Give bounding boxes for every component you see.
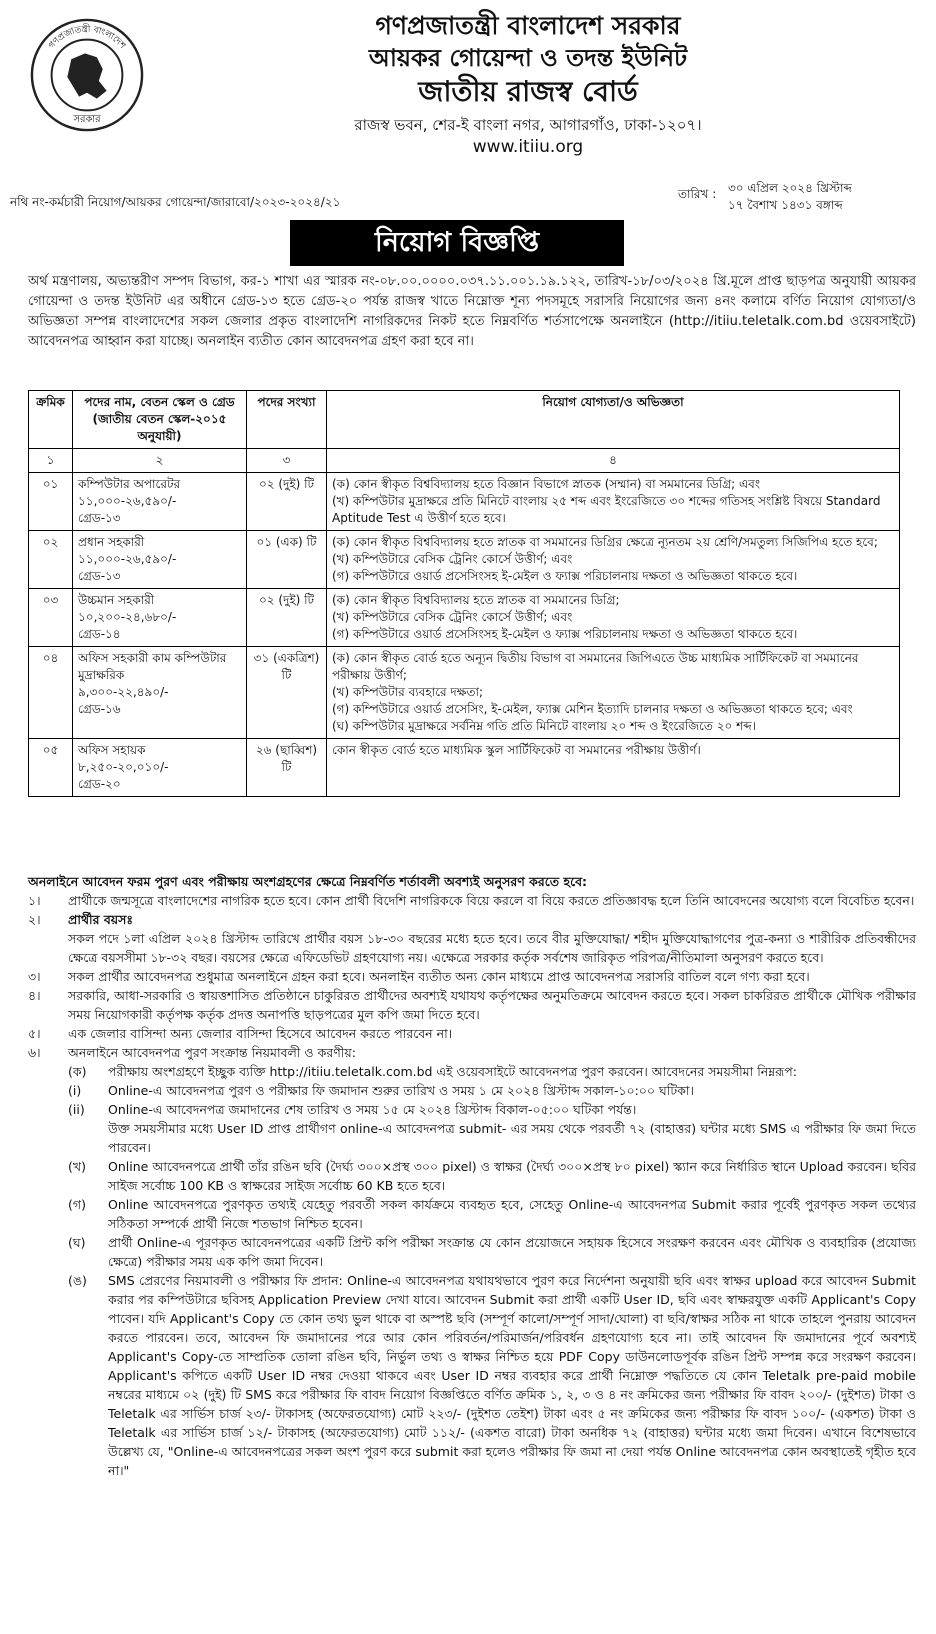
requirement: (খ) কম্পিউটার মুদ্রাক্ষরে প্রতি মিনিটে বাংলায় ২৫ শব্দ এবং ইংরেজিতে ৩০ শব্দের গতিসহ সংশ্লিষ্ট বিষয়ে Standard Aptitude Test এ উত্তীর্ণ হতে হবে। (332, 494, 881, 525)
grade: গ্রেড-২০ (78, 777, 121, 791)
date-bangla: ১৭ বৈশাখ ১৪৩১ বঙ্গাব্দ (728, 198, 843, 212)
condition-item: ২। প্রার্থীর বয়সঃ (28, 912, 134, 927)
grade: গ্রেড-১৪ (78, 627, 121, 641)
count-cell: ২৬ (ছাব্বিশ) টি (247, 739, 327, 797)
condition-text: সকল পদে ১লা এপ্রিল ২০২৪ খ্রিস্টাব্দ তারিখে প্রার্থীর বয়স ১৮-৩০ বছরের মধ্যে হতে হবে। তবে বীর মুক্তিযোদ্ধা/ শহীদ মুক্তিযোদ্ধাগণের পুত্র-কন্যা ও শারীরিক প্রতিবন্ধীদের ক্ষেত্রে বয়সসীমা ১৮-৩২ বছর। বয়সের ক্ষেত্রে এফিডেভিট গ্রহণযোগ্য নয়। এক্ষেত্রে সরকার কর্তৃক সর্বশেষ জারিকৃত পরিপত্র/নীতিমালা অনুসরণ করতে হবে। (68, 931, 916, 965)
table-row (29, 739, 900, 797)
col-number: ১ (29, 449, 73, 473)
sub-item-note: উক্ত সময়সীমার মধ্যে User ID প্রাপ্ত প্রার্থীগণ online-এ আবেদনপত্র submit- এর সময় থেকে পরবর্তী ৭২ (বাহাত্তর) ঘন্টার মধ্যে SMS এ পরীক্ষার ফি জমা দিতে পারবেন। (108, 1121, 916, 1155)
requirement: (ক) কোন স্বীকৃত বিশ্ববিদ্যালয় হতে বিজ্ঞান বিভাগে স্নাতক (সম্মান) বা সমমানের ডিগ্রি; এবং (332, 477, 761, 491)
header-text (142, 10, 914, 158)
count-cell: ৩১ (একত্রিশ) টি (247, 647, 327, 739)
board-name: জাতীয় রাজস্ব বোর্ড (418, 75, 638, 108)
post-cell (73, 589, 247, 647)
post-name: কম্পিউটার অপারেটর (78, 477, 181, 491)
serial-cell: ০২ (29, 531, 73, 589)
count-cell: ০২ (দুই) টি (247, 473, 327, 531)
requirement: (ক) কোন স্বীকৃত বিশ্ববিদ্যালয় হতে স্নাতক বা সমমানের ডিগ্রির ক্ষেত্রে ন্যূনতম ২য় শ্রেণি/সমতুল্য সিজিপিএ হতে হবে; (332, 535, 878, 549)
condition-item: ৪। সরকারি, আধা-সরকারি ও স্বায়ত্তশাসিত প্রতিষ্ঠানে চাকুরিরত প্রার্থীদের অবশ্যই যথাযথ কর্তৃপক্ষের অনুমতিক্রমে আবেদন করতে হবে। সকল চাকরিরত প্রার্থীকে মৌখিক পরীক্ষার সময় নিয়োগকারী কর্তৃপক্ষ কর্তৃক প্রদত্ত অনাপত্তি ছাড়পত্রের মুল কপি জমা দিতে হবে। (28, 988, 916, 1022)
seal-text-top: গণপ্রজাতন্ত্রী বাংলাদেশ (46, 24, 128, 51)
requirement: (খ) কম্পিউটারে বেসিক ট্রেনিং কোর্সে উত্তীর্ণ; এবং (332, 610, 573, 624)
post-name: অফিস সহায়ক (78, 743, 146, 757)
pay-scale: ১১,০০০-২৬,৫৯০/- (78, 494, 177, 508)
count-cell: ০২ (দুই) টি (247, 589, 327, 647)
col-number: ৩ (247, 449, 327, 473)
serial-cell: ০৩ (29, 589, 73, 647)
government-name: গণপ্রজাতন্ত্রী বাংলাদেশ সরকার (375, 11, 681, 40)
unit-name: আয়কর গোয়েন্দা ও তদন্ত ইউনিট (368, 44, 688, 72)
grade: গ্রেড-১৩ (78, 569, 121, 583)
sub-item: (ii) Online-এ আবেদনপত্র জমাদানের শেষ তারিখ ও সময় ১৫ মে ২০২৪ খ্রিস্টাব্দ বিকাল-০৫:০০ ঘটিকা পর্যন্ত। (68, 1102, 637, 1117)
requirements-cell (327, 531, 900, 589)
conditions-section (28, 872, 916, 1480)
table-row (29, 647, 900, 739)
date-gregorian: ৩০ এপ্রিল ২০২৪ খ্রিস্টাব্দ (728, 181, 852, 195)
requirements-cell (327, 473, 900, 531)
pay-scale: ১১,০০০-২৬,৫৯০/- (78, 552, 177, 566)
post-cell (73, 739, 247, 797)
col-header-serial: ক্রমিক (29, 391, 73, 449)
condition-item: ৩। সকল প্রার্থীর আবেদনপত্র শুধুমাত্র অনলাইনে গ্রহন করা হবে। অনলাইন ব্যতীত অন্য কোন মাধ্যমে প্রাপ্ত আবেদনপত্র সরাসরি বাতিল বলে গণ্য করা হবে। (28, 969, 810, 984)
vacancy-table (28, 390, 900, 797)
table-row (29, 531, 900, 589)
serial-cell: ০১ (29, 473, 73, 531)
col-header-post: পদের নাম, বেতন স্কেল ও গ্রেড (জাতীয় বেতন স্কেল-২০১৫ অনুযায়ী) (73, 391, 247, 449)
col-header-count: পদের সংখ্যা (247, 391, 327, 449)
table-number-row (29, 449, 900, 473)
pay-scale: ৯,৩০০-২২,৪৯০/- (78, 685, 169, 699)
pay-scale: ৮,২৫০-২০,০১০/- (78, 760, 169, 774)
col-number: ৪ (327, 449, 900, 473)
sub-item: (ক) পরীক্ষায় অংশগ্রহণে ইচ্ছুক ব্যক্তি http://itiiu.teletalk.com.bd এই ওয়েবসাইটে আবেদনপত্র পুরণ করবেন। আবেদনের সময়সীমা নিম্নরূপ: (68, 1064, 797, 1079)
requirements-cell (327, 647, 900, 739)
seal-text-bottom: সরকার (73, 114, 101, 126)
serial-cell: ০৫ (29, 739, 73, 797)
sub-item: (i) Online-এ আবেদনপত্র পুরণ ও পরীক্ষার ফি জমাদান শুরুর তারিখ ও সময় ১ মে ২০২৪ খ্রিস্টাব্দ সকাল-১০:০০ ঘটিকা। (68, 1083, 694, 1098)
sub-item: (ঙ) SMS প্রেরণের নিয়মাবলী ও পরীক্ষার ফি প্রদান: Online-এ আবেদনপত্র যথাযথভাবে পুরণ করে নির্দেশনা অনুযায়ী ছবি এবং স্বাক্ষর upload করে আবেদন Submit করার পর কম্পিউটারে ছবিসহ Application Preview দেখা যাবে। আবেদন Submit করা প্রার্থী একটি User ID, ছবি এবং স্বাক্ষরযুক্ত একটি Applicant's Copy পাবেন। যদি Applicant's Copy তে কোন তথ্য ভুল থাকে বা অস্পষ্ট ছবি (সম্পূর্ণ কালো/সম্পূর্ণ সাদা/ঘোলা) বা ছবি/স্বাক্ষর সঠিক না থাকে তাহলে পুনরায় আবেদন করতে পারবেন। তবে, আবেদন ফি জমাদানের পরে আর কোন পরিবর্তন/পরিমার্জন/পরিবর্ধন গ্রহণযোগ্য হবে না। তাই আবেদন ফি জমাদানের পূর্বে অবশ্যই Applicant's Copy-তে সাম্প্রতিক তোলা রঙিন ছবি, নির্ভুল তথ্য ও স্বাক্ষর নিশ্চিত হয়ে PDF Copy ডাউনলোডপূর্বক রঙিন প্রিন্ট সম্পন্ন করে সংরক্ষণ করবেন। Applicant's কপিতে একটি User ID নম্বর দেওয়া থাকবে এবং User ID নম্বর ব্যবহার করে প্রার্থী নিম্নোক্ত পদ্ধতিতে যে কোন Teletalk pre-paid mobile নম্বরের মাধ্যমে ০২ (দুই) টি SMS করে পরীক্ষার ফি বাবদ নিয়োগ বিজ্ঞপ্তিতে বর্ণিত ক্রমিক ১, ২, ৩ ও ৪ নং ক্রমিকের জন্য পরীক্ষার ফি বাবদ ২০০/- (দুইশত) টাকা ও Teletalk এর সার্ভিস চার্জ ২৩/- টাকাসহ (অফেরতযোগ্য) মোট ২২৩/- (দুইশত তেইশ) টাকা এবং ৫ নং ক্রমিকের জন্য পরীক্ষার ফি বাবদ ১০০/- (একশত) টাকা ও Teletalk এর সার্ভিস চার্জ ১২/- টাকাসহ (অফেরতযোগ্য) মোট ১১২/- (একশত বারো) টাকা অনধিক ৭২ (বাহাত্তর) ঘন্টার মধ্যে জমা দিবেন। এখানে বিশেষভাবে উল্লেখ্য যে, "Online-এ আবেদনপত্রের সকল অংশ পুরণ করে submit করা হলেও পরীক্ষার ফি জমা না দেয়া পর্যন্ত Online আবেদনপত্র কোন অবস্থাতেই গৃহীত হবে না।" (68, 1273, 916, 1478)
requirement: (গ) কম্পিউটারে ওয়ার্ড প্রসেসিং, ই-মেইল, ফ্যাক্স মেশিন ইত্যাদি চালনার দক্ষতা ও অভিজ্ঞতা থাকতে হবে; এবং (332, 702, 853, 716)
condition-item: ৫। এক জেলার বাসিন্দা অন্য জেলার বাসিন্দা হিসেবে আবেদন করতে পারবেন না। (28, 1026, 453, 1041)
table-row (29, 589, 900, 647)
requirement: কোন স্বীকৃত বোর্ড হতে মাধ্যমিক স্কুল সার্টিফিকেট বা সমমানের পরীক্ষায় উত্তীর্ণ। (332, 743, 701, 757)
conditions-lead: অনলাইনে আবেদন ফরম পুরণ এবং পরীক্ষায় অংশগ্রহণের ক্ষেত্রে নিম্নবর্ণিত শর্তাবলী অবশ্যই অনুসরণ করতে হবে: (28, 874, 588, 889)
condition-item: ১। প্রার্থীকে জন্মসূত্রে বাংলাদেশের নাগরিক হতে হবে। কোন প্রার্থী বিদেশি নাগরিককে বিয়ে করলে বা বিয়ে করতে প্রতিজ্ঞাবদ্ধ হলে তিনি আবেদনের অযোগ্য বলে বিবেচিত হবেন। (28, 893, 915, 908)
requirement: (ক) কোন স্বীকৃত বিশ্ববিদ্যালয় হতে স্নাতক বা সমমানের ডিগ্রি; (332, 593, 620, 607)
requirements-cell (327, 589, 900, 647)
table-row (29, 473, 900, 531)
col-header-requirements: নিয়োগ যোগ্যতা/ও অভিজ্ঞতা (327, 391, 900, 449)
post-name: অফিস সহকারী কাম কম্পিউটার মুদ্রাক্ষরিক (78, 651, 227, 682)
post-cell (73, 647, 247, 739)
meta-row (0, 178, 936, 218)
serial-cell: ০৪ (29, 647, 73, 739)
sub-item: (গ) Online আবেদনপত্রে পুরণকৃত তথ্যই যেহেতু পরবর্তী সকল কার্যক্রমে ব্যবহৃত হবে, সেহেতু Online-এ আবেদনপত্র Submit করার পূর্বেই পুরণকৃত সকল তথ্যের সঠিকতা সম্পর্কে প্রার্থী নিজে শতভাগ নিশ্চিত হবেন। (68, 1197, 916, 1231)
sub-item: (ঘ) প্রার্থী Online-এ পূরণকৃত আবেদনপত্রের একটি প্রিন্ট কপি পরীক্ষা সংক্রান্ত যে কোন প্রয়োজনে সহায়ক হিসেবে সংরক্ষণ করবেন এবং মৌখিক ও ব্যবহারিক (প্রযোজ্য ক্ষেত্রে) পরীক্ষার সময় এক কপি জমা দিবেন। (68, 1235, 916, 1269)
post-name: উচ্চমান সহকারী (78, 593, 155, 607)
requirement: (ক) কোন স্বীকৃত বোর্ড হতে অন্যূন দ্বিতীয় বিভাগ বা সমমানের জিপিএতে উচ্চ মাধ্যমিক সার্টিফিকেট বা সমমানের পরীক্ষায় উত্তীর্ণ; (332, 651, 859, 682)
notice-title: নিয়োগ বিজ্ঞপ্তি (290, 220, 624, 266)
requirement: (খ) কম্পিউটারে বেসিক ট্রেনিং কোর্সে উত্তীর্ণ; এবং (332, 552, 573, 566)
post-cell (73, 531, 247, 589)
date-values (728, 180, 852, 214)
grade: গ্রেড-১৩ (78, 511, 121, 525)
requirement: (খ) কম্পিউটার ব্যবহারে দক্ষতা; (332, 685, 483, 699)
count-cell: ০১ (এক) টি (247, 531, 327, 589)
requirements-cell (327, 739, 900, 797)
memo-number: নথি নং-কর্মচারী নিয়োগ/আয়কর গোয়েন্দা/জারাবো/২০২৩-২০২৪/২১ (10, 195, 341, 209)
requirement: (গ) কম্পিউটারে ওয়ার্ড প্রসেসিংসহ ই-মেইল ও ফ্যাক্স পরিচালনায় দক্ষতা ও অভিজ্ঞতা থাকতে হবে। (332, 569, 798, 583)
date-label: তারিখ : (678, 187, 717, 201)
grade: গ্রেড-১৬ (78, 702, 121, 716)
intro-paragraph: অর্থ মন্ত্রণালয়, অভ্যন্তরীণ সম্পদ বিভাগ, কর-১ শাখা এর স্মারক নং-০৮.০০.০০০০.০৩৭.১১.০০১.১৯.১২২, তারিখ-১৮/০৩/২০২৪ খ্রি.মূলে প্রাপ্ত ছাড়পত্র অনুযায়ী আয়কর গোয়েন্দা ও তদন্ত ইউনিট এর অধীনে গ্রেড-১৩ হতে গ্রেড-২০ পর্যন্ত রাজস্ব খাতে নিম্নোক্ত শূন্য পদসমূহে সরাসরি নিয়োগের জন্য ৪নং কলামে বর্ণিত নিয়োগ যোগ্যতা/ও অভিজ্ঞতা সম্পন্ন বাংলাদেশের সকল জেলার প্রকৃত বাংলাদেশি নাগরিকদের নিকট হতে নিম্নবর্ণিত শর্তসাপেক্ষে অনলাইনে (http://itiiu.teletalk.com.bd ওয়েবসাইটে) আবেদনপত্র আহ্বান করা যাচ্ছে। অনলাইন ব্যতীত কোন আবেদনপত্র গ্রহণ করা হবে না। (28, 274, 916, 349)
col-number: ২ (73, 449, 247, 473)
pay-scale: ১০,২০০-২৪,৬৮০/- (78, 610, 177, 624)
sub-item: (খ) Online আবেদনপত্রে প্রার্থী তাঁর রঙিন ছবি (দৈর্ঘ্য ৩০০×প্রস্থ ৩০০ pixel) ও স্বাক্ষর (দৈর্ঘ্য ৩০০×প্রস্থ ৮০ pixel) স্ক্যান করে নির্ধারিত স্থানে Upload করবেন। ছবির সাইজ সর্বোচ্চ 100 KB ও স্বাক্ষরের সাইজ সর্বোচ্চ 60 KB হতে হবে। (68, 1159, 916, 1193)
condition-item: ৬। অনলাইনে আবেদনপত্র পুরণ সংক্রান্ত নিয়মাবলী ও করণীয়: (28, 1045, 356, 1060)
post-name: প্রধান সহকারী (78, 535, 145, 549)
requirement: (গ) কম্পিউটারে ওয়ার্ড প্রসেসিংসহ ই-মেইল ও ফ্যাক্স পরিচালনায় দক্ষতা ও অভিজ্ঞতা থাকতে হবে। (332, 627, 798, 641)
header (22, 10, 914, 182)
requirement: (ঘ) কম্পিউটার মুদ্রাক্ষরে সর্বনিম্ন গতি প্রতি মিনিটে বাংলায় ২০ শব্দ ও ইংরেজিতে ২০ শব্দ। (332, 719, 756, 733)
government-seal-icon (28, 16, 146, 134)
website-link[interactable]: www.itiiu.org (472, 137, 584, 157)
address: রাজস্ব ভবন, শের-ই বাংলা নগর, আগারগাঁও, ঢাকা-১২০৭। (354, 116, 702, 134)
table-header-row (29, 391, 900, 449)
post-cell (73, 473, 247, 531)
